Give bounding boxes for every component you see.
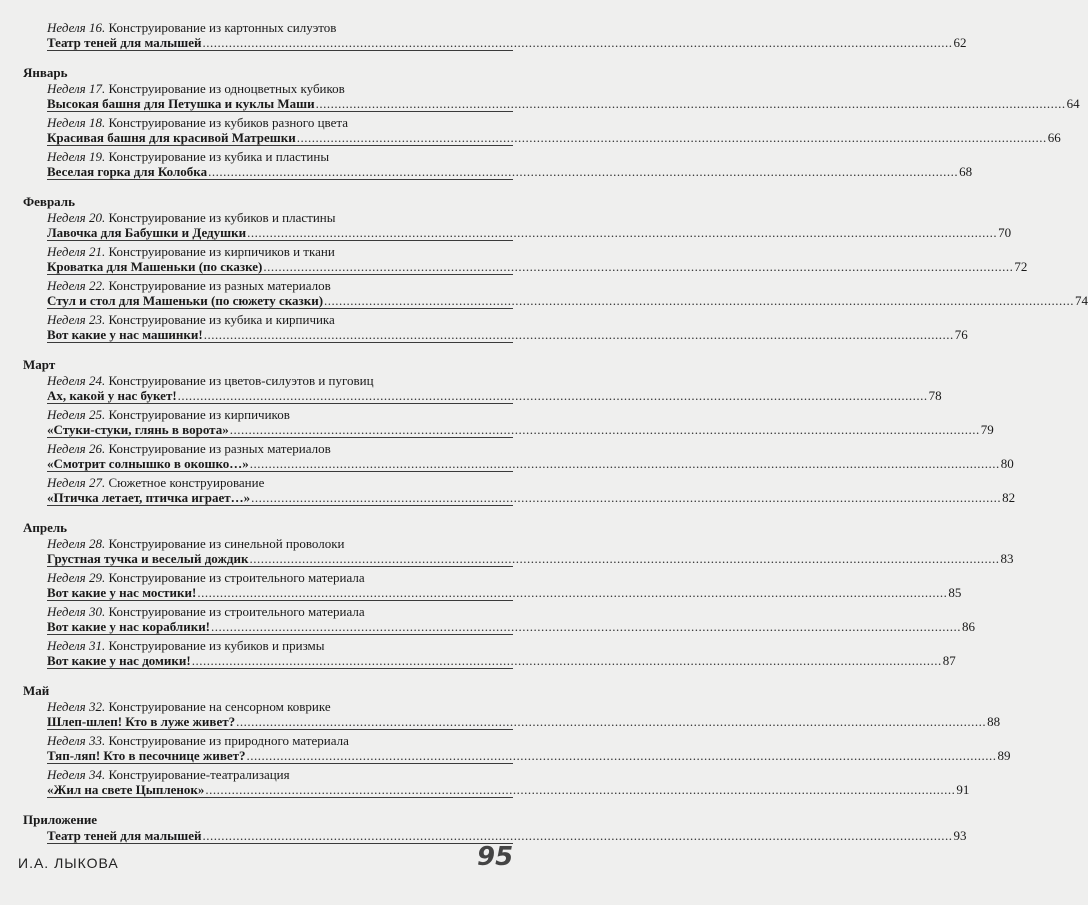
week-line (47, 210, 513, 225)
week-topic: Конструирование на сенсорном коврике (108, 699, 331, 714)
toc-title-line[interactable] (47, 164, 973, 180)
toc-entry (23, 441, 1014, 472)
dot-leader: ........................................................................................................................................................................................................ (229, 422, 980, 437)
toc-title-line[interactable] (47, 388, 942, 404)
toc-title-line[interactable] (47, 551, 1014, 567)
toc-entry (23, 604, 976, 635)
page-number: 66 (1047, 130, 1061, 145)
lesson-title: Красивая башня для красивой Матрешки (47, 130, 296, 145)
dot-leader: ........................................................................................................................................................................................................ (249, 456, 1000, 471)
dot-leader: ........................................................................................................................................................................................................ (191, 653, 942, 668)
week-topic: Конструирование из разных материалов (108, 441, 331, 456)
toc-title-line[interactable] (47, 653, 956, 669)
page-number: 89 (997, 748, 1011, 763)
week-line (47, 244, 513, 259)
lesson-title: Ах, какой у нас букет! (47, 388, 177, 403)
page-number: 80 (1000, 456, 1014, 471)
page-number: 62 (953, 35, 967, 50)
toc-title-line[interactable] (47, 130, 1061, 146)
page-number: 72 (1014, 259, 1028, 274)
toc-entry (23, 81, 1080, 112)
lesson-title: Театр теней для малышей (47, 35, 202, 50)
page-number: 79 (980, 422, 994, 437)
dot-leader: ........................................................................................................................................................................................................ (177, 388, 928, 403)
week-topic: Конструирование из строительного материала (108, 604, 365, 619)
page-number: 91 (956, 782, 970, 797)
toc-title-line[interactable] (47, 225, 1012, 241)
dot-leader: ........................................................................................................................................................................................................ (197, 585, 948, 600)
week-line (47, 570, 513, 585)
toc-title-line[interactable] (47, 259, 1028, 275)
week-number: Неделя 20. (47, 210, 106, 225)
week-topic: Конструирование из кубика и пластины (108, 149, 330, 164)
lesson-title: «Птичка летает, птичка играет…» (47, 490, 251, 505)
week-line (47, 441, 513, 456)
week-topic: Сюжетное конструирование (108, 475, 265, 490)
lesson-title: Стул и стол для Машеньки (по сюжету сказки) (47, 293, 324, 308)
week-line (47, 20, 513, 35)
toc-entry (23, 244, 1028, 275)
toc-entry (23, 312, 968, 343)
dot-leader: ........................................................................................................................................................................................................ (315, 96, 1066, 111)
page-number: 88 (987, 714, 1001, 729)
toc-entry (23, 115, 1061, 146)
lesson-title: Вот какие у нас мостики! (47, 585, 197, 600)
week-number: Неделя 19. (47, 149, 106, 164)
page-number: 76 (954, 327, 968, 342)
lesson-title: «Жил на свете Цыпленок» (47, 782, 205, 797)
week-topic: Конструирование из цветов-силуэтов и пуговиц (108, 373, 374, 388)
week-number: Неделя 24. (47, 373, 106, 388)
toc-title-line[interactable] (47, 490, 1016, 506)
toc-entry (23, 407, 994, 438)
week-number: Неделя 16. (47, 20, 106, 35)
week-number: Неделя 22. (47, 278, 106, 293)
toc-title-line[interactable] (47, 828, 967, 844)
page-number: 70 (998, 225, 1012, 240)
toc-title-line[interactable] (47, 619, 976, 635)
week-topic: Конструирование из синельной проволоки (108, 536, 345, 551)
toc-entry (23, 278, 1088, 309)
week-topic: Конструирование из кубиков и призмы (108, 638, 325, 653)
week-topic: Конструирование из кубиков и пластины (108, 210, 336, 225)
month-heading: Январь (23, 65, 68, 80)
week-number: Неделя 21. (47, 244, 106, 259)
month-heading: Март (23, 357, 56, 372)
lesson-title: Шлеп-шлеп! Кто в луже живет? (47, 714, 236, 729)
toc-section (23, 65, 1080, 180)
page-number: 93 (953, 828, 967, 843)
lesson-title: Грустная тучка и веселый дождик (47, 551, 249, 566)
week-number: Неделя 23. (47, 312, 106, 327)
page-number: 86 (962, 619, 976, 634)
week-number: Неделя 26. (47, 441, 106, 456)
dot-leader: ........................................................................................................................................................................................................ (211, 619, 962, 634)
page-number: 68 (959, 164, 973, 179)
page-number: 74 (1075, 293, 1088, 308)
toc-title-line[interactable] (47, 422, 994, 438)
page-number: 85 (948, 585, 962, 600)
footer-page-number: 95 (477, 842, 514, 872)
lesson-title: Кроватка для Машеньки (по сказке) (47, 259, 263, 274)
dot-leader: ........................................................................................................................................................................................................ (296, 130, 1047, 145)
week-number: Неделя 18. (47, 115, 106, 130)
toc-entry (23, 20, 967, 51)
lesson-title: Вот какие у нас кораблики! (47, 619, 211, 634)
toc-section (23, 812, 967, 844)
week-topic: Конструирование из одноцветных кубиков (108, 81, 345, 96)
month-heading: Апрель (23, 520, 68, 535)
week-line (47, 733, 513, 748)
dot-leader: ........................................................................................................................................................................................................ (247, 225, 998, 240)
week-line (47, 407, 513, 422)
dot-leader: ........................................................................................................................................................................................................ (249, 551, 1000, 566)
toc-entry (23, 767, 970, 798)
month-heading: Май (23, 683, 50, 698)
week-line (47, 536, 513, 551)
week-line (47, 312, 513, 327)
toc-title-line[interactable] (47, 293, 1088, 309)
toc-title-line[interactable] (47, 748, 1011, 764)
toc-title-line[interactable] (47, 714, 1001, 730)
week-number: Неделя 27. (47, 475, 106, 490)
dot-leader: ........................................................................................................................................................................................................ (205, 782, 956, 797)
month-heading: Приложение (23, 812, 98, 827)
week-topic: Конструирование из кирпичиков и ткани (108, 244, 335, 259)
week-topic: Конструирование-театрализация (108, 767, 290, 782)
week-number: Неделя 31. (47, 638, 106, 653)
week-line (47, 699, 513, 714)
week-line (47, 278, 513, 293)
toc-section (23, 357, 1016, 506)
week-topic: Конструирование из природного материала (108, 733, 349, 748)
lesson-title: Тяп-ляп! Кто в песочнице живет? (47, 748, 246, 763)
lesson-title: Лавочка для Бабушки и Дедушки (47, 225, 247, 240)
toc-title-line[interactable] (47, 456, 1014, 472)
toc-title-line[interactable] (47, 96, 1080, 112)
toc-title-line[interactable] (47, 327, 968, 343)
week-number: Неделя 28. (47, 536, 106, 551)
page-number: 64 (1066, 96, 1080, 111)
toc-title-line[interactable] (47, 35, 967, 51)
page-number: 83 (1000, 551, 1014, 566)
week-number: Неделя 17. (47, 81, 106, 96)
toc-section (23, 194, 1088, 343)
toc-section (23, 683, 1011, 798)
page-number: 78 (928, 388, 942, 403)
lesson-title: Театр теней для малышей (47, 828, 202, 843)
toc-entry (23, 210, 1012, 241)
week-topic: Конструирование из картонных силуэтов (108, 20, 337, 35)
toc-entry (23, 475, 1016, 506)
toc-section (23, 20, 967, 51)
toc-entry (23, 373, 942, 404)
week-line (47, 373, 513, 388)
week-number: Неделя 30. (47, 604, 106, 619)
week-line (47, 149, 513, 164)
toc-title-line[interactable] (47, 782, 970, 798)
week-line (47, 638, 513, 653)
week-line (47, 604, 513, 619)
toc-entry (23, 699, 1001, 730)
toc-entry (23, 828, 967, 844)
footer-author: И.А. ЛЫКОВА (18, 855, 119, 871)
lesson-title: «Стуки-стуки, глянь в ворота» (47, 422, 229, 437)
week-line (47, 767, 513, 782)
dot-leader: ........................................................................................................................................................................................................ (208, 164, 959, 179)
dot-leader: ........................................................................................................................................................................................................ (203, 327, 954, 342)
month-heading: Февраль (23, 194, 75, 209)
week-line (47, 475, 513, 490)
week-topic: Конструирование из кубиков разного цвета (108, 115, 348, 130)
week-topic: Конструирование из кирпичиков (108, 407, 290, 422)
toc-section (23, 520, 1014, 669)
toc-entry (23, 536, 1014, 567)
dot-leader: ........................................................................................................................................................................................................ (263, 259, 1014, 274)
page-number: 82 (1002, 490, 1016, 505)
dot-leader: ........................................................................................................................................................................................................ (202, 828, 953, 843)
dot-leader: ........................................................................................................................................................................................................ (251, 490, 1002, 505)
lesson-title: Высокая башня для Петушка и куклы Маши (47, 96, 315, 111)
week-line (47, 115, 513, 130)
week-number: Неделя 25. (47, 407, 106, 422)
dot-leader: ........................................................................................................................................................................................................ (324, 293, 1075, 308)
lesson-title: Веселая горка для Колобка (47, 164, 208, 179)
week-number: Неделя 34. (47, 767, 106, 782)
toc-entry (23, 733, 1011, 764)
toc-title-line[interactable] (47, 585, 962, 601)
week-line (47, 81, 513, 96)
lesson-title: Вот какие у нас домики! (47, 653, 191, 668)
week-topic: Конструирование из кубика и кирпичика (108, 312, 335, 327)
page-number: 87 (942, 653, 956, 668)
week-number: Неделя 32. (47, 699, 106, 714)
dot-leader: ........................................................................................................................................................................................................ (202, 35, 953, 50)
lesson-title: Вот какие у нас машинки! (47, 327, 203, 342)
week-number: Неделя 33. (47, 733, 106, 748)
toc-entry (23, 638, 956, 669)
table-of-contents (23, 20, 1088, 858)
dot-leader: ........................................................................................................................................................................................................ (236, 714, 987, 729)
lesson-title: «Смотрит солнышко в окошко…» (47, 456, 249, 471)
toc-entry (23, 149, 973, 180)
week-topic: Конструирование из строительного материала (108, 570, 365, 585)
week-topic: Конструирование из разных материалов (108, 278, 331, 293)
dot-leader: ........................................................................................................................................................................................................ (246, 748, 997, 763)
toc-entry (23, 570, 962, 601)
week-number: Неделя 29. (47, 570, 106, 585)
